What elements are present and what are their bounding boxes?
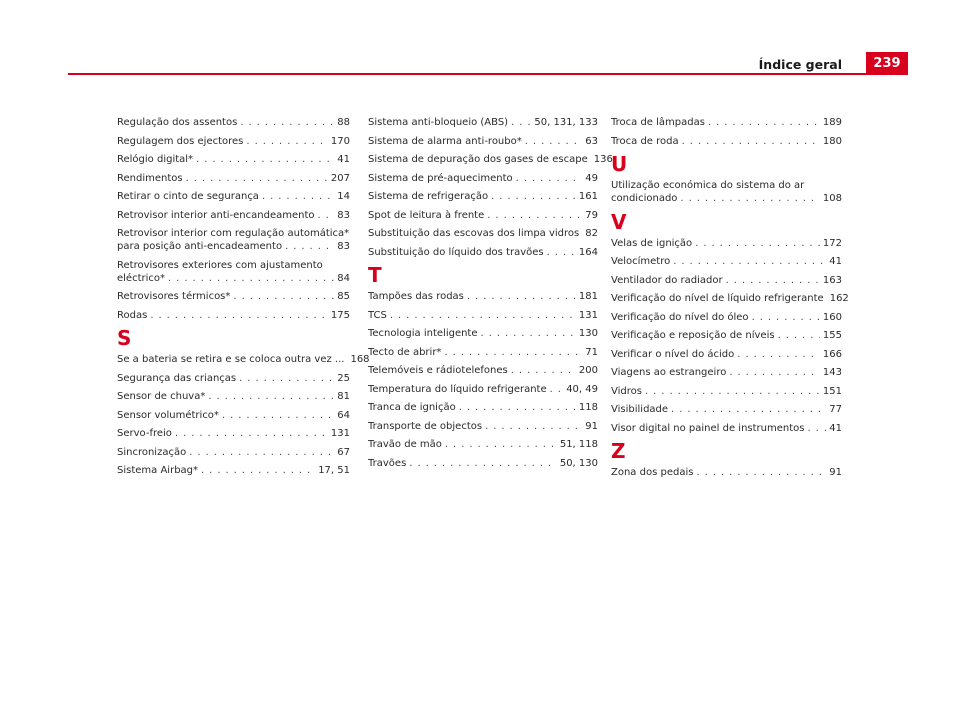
dot-leader xyxy=(671,403,826,416)
dot-leader xyxy=(481,327,576,340)
dot-leader xyxy=(409,457,557,470)
entry-row xyxy=(368,190,598,203)
entry-list xyxy=(611,466,842,479)
entry-label-line1: Retrovisor interior com regulação automática* xyxy=(117,228,350,239)
entry-page-ref[interactable]: 17, 51 xyxy=(318,465,350,476)
dot-leader xyxy=(645,385,820,398)
entry-page-ref[interactable]: 162 xyxy=(829,293,849,304)
dot-leader xyxy=(511,364,576,377)
dot-leader xyxy=(208,390,334,403)
entry-label: Verificação e reposição de níveis xyxy=(611,330,775,341)
dot-leader xyxy=(525,135,583,148)
dot-leader xyxy=(807,422,826,435)
section-letter-u: U xyxy=(611,152,628,176)
index-entry[interactable] xyxy=(368,209,598,222)
index-entry[interactable] xyxy=(368,153,613,166)
entry-page-ref[interactable]: 50, 130 xyxy=(559,457,598,469)
entry-page-ref[interactable]: 67 xyxy=(337,446,350,458)
entry-label: Substituição das escovas dos limpa vidros xyxy=(368,228,580,239)
dot-leader xyxy=(752,311,820,324)
entry-label: Tecto de abrir* xyxy=(368,346,442,358)
index-entry[interactable] xyxy=(117,409,350,422)
entry-page-ref[interactable]: 170 xyxy=(330,135,350,147)
dot-leader xyxy=(201,464,315,477)
index-entry[interactable] xyxy=(368,364,598,377)
entry-page-ref[interactable]: 163 xyxy=(822,274,842,286)
index-entry[interactable] xyxy=(117,290,350,303)
dot-leader xyxy=(729,366,820,379)
entry-page-ref[interactable]: 25 xyxy=(337,372,350,384)
entry-page-ref[interactable]: 50, 131, 133 xyxy=(534,117,598,128)
entry-label: condicionado xyxy=(611,193,678,204)
entry-page-ref[interactable]: 91 xyxy=(585,420,598,432)
entry-label: Se a bateria se retira e se coloca outra vez ... xyxy=(117,354,345,365)
index-entry[interactable] xyxy=(368,401,598,414)
entry-page-ref[interactable]: 14 xyxy=(337,191,350,202)
entry-label: Retrovisor interior anti-encandeamento xyxy=(117,209,315,221)
entry-page-ref[interactable]: 130 xyxy=(578,328,598,339)
entry-row xyxy=(368,246,598,259)
entry-row xyxy=(368,420,598,433)
index-entry[interactable] xyxy=(117,372,350,385)
entry-label: Sistema de refrigeração xyxy=(368,191,489,202)
entry-label: Travão de mão xyxy=(368,439,442,450)
index-entry[interactable] xyxy=(611,422,842,435)
entry-label: Sistema anti-bloqueio (ABS) xyxy=(368,117,509,128)
entry-list xyxy=(368,116,613,259)
entry-row xyxy=(368,346,598,359)
index-entry[interactable] xyxy=(368,309,598,322)
entry-page-ref[interactable]: 136 xyxy=(593,154,613,165)
entry-page-ref[interactable]: 131 xyxy=(330,428,350,439)
entry-row xyxy=(611,237,842,250)
index-entry[interactable] xyxy=(117,116,350,129)
dot-leader xyxy=(695,237,820,250)
entry-row xyxy=(611,192,842,205)
index-column-2 xyxy=(368,116,613,475)
entry-row xyxy=(117,190,350,203)
entry-page-ref[interactable]: 84 xyxy=(337,272,350,284)
index-entry[interactable] xyxy=(117,446,350,459)
index-entry[interactable] xyxy=(368,172,598,185)
entry-page-ref[interactable]: 82 xyxy=(585,228,598,239)
index-entry[interactable] xyxy=(368,420,598,433)
entry-row xyxy=(117,290,350,303)
entry-label: Sistema de pré-aquecimento xyxy=(368,172,513,184)
index-entry[interactable] xyxy=(368,457,598,470)
page-number-badge: 239 xyxy=(866,52,908,75)
dot-leader xyxy=(196,153,334,166)
index-entry[interactable] xyxy=(368,227,598,240)
dot-leader xyxy=(485,420,582,433)
section-letter-s: S xyxy=(117,326,132,350)
entry-label: Temperatura do líquido refrigerante xyxy=(368,383,547,395)
entry-label: Troca de lâmpadas xyxy=(611,117,705,128)
entry-page-ref[interactable]: 83 xyxy=(337,241,350,252)
entry-page-ref[interactable]: 64 xyxy=(337,409,350,421)
entry-page-ref[interactable]: 143 xyxy=(822,367,842,378)
entry-page-ref[interactable]: 71 xyxy=(585,346,598,358)
dot-leader xyxy=(445,438,557,451)
index-entry[interactable] xyxy=(117,259,350,285)
entry-label: Servo-freio xyxy=(117,428,172,439)
dot-leader xyxy=(708,116,820,129)
entry-page-ref[interactable]: 180 xyxy=(822,135,842,147)
entry-row xyxy=(117,209,350,222)
entry-page-ref[interactable]: 91 xyxy=(829,467,842,478)
entry-label: Segurança das crianças xyxy=(117,372,237,384)
dot-leader xyxy=(246,135,328,148)
entry-row xyxy=(611,311,842,324)
entry-page-ref[interactable]: 161 xyxy=(578,191,598,202)
entry-page-ref[interactable]: 85 xyxy=(337,291,350,302)
dot-leader xyxy=(550,383,564,396)
dot-leader xyxy=(222,409,334,422)
index-entry[interactable] xyxy=(117,209,350,222)
entry-label-line1: Retrovisores exteriores com ajustamento xyxy=(117,259,323,271)
entry-list xyxy=(611,237,849,435)
entry-row xyxy=(611,466,842,479)
entry-label: Verificação do nível do óleo xyxy=(611,311,749,323)
index-entry[interactable] xyxy=(117,135,350,148)
entry-label: Spot de leitura à frente xyxy=(368,209,485,221)
index-entry[interactable] xyxy=(368,190,598,203)
entry-label: Regulagem dos ejectores xyxy=(117,135,244,147)
entry-page-ref[interactable]: 151 xyxy=(822,385,842,397)
entry-row xyxy=(611,385,842,398)
entry-page-ref[interactable]: 41 xyxy=(829,422,842,434)
entry-label: Sistema de alarma anti-roubo* xyxy=(368,135,522,147)
dot-leader xyxy=(778,329,820,342)
entry-label: Tecnologia inteligente xyxy=(368,328,478,339)
index-entry[interactable] xyxy=(611,255,842,268)
entry-page-ref[interactable]: 168 xyxy=(350,354,370,365)
index-entry[interactable] xyxy=(611,366,842,379)
dot-leader xyxy=(285,240,334,253)
index-entry[interactable] xyxy=(117,227,350,253)
index-entry[interactable] xyxy=(611,292,849,305)
entry-label: Zona dos pedais xyxy=(611,467,694,478)
index-entry[interactable] xyxy=(611,237,842,250)
dot-leader xyxy=(511,116,531,129)
dot-leader xyxy=(487,209,582,222)
entry-row xyxy=(117,409,350,422)
entry-page-ref[interactable]: 166 xyxy=(822,348,842,360)
entry-row xyxy=(368,438,598,451)
entry-page-ref[interactable]: 155 xyxy=(822,330,842,341)
dot-leader xyxy=(444,346,582,359)
dot-leader xyxy=(696,466,826,479)
index-column-3 xyxy=(611,116,849,485)
entry-row xyxy=(368,172,598,185)
entry-label: Verificação do nível de líquido refrigerante xyxy=(611,293,824,304)
entry-page-ref[interactable]: 164 xyxy=(578,246,598,258)
index-entry[interactable] xyxy=(117,172,350,185)
section-letter-t: T xyxy=(368,263,382,287)
index-entry[interactable] xyxy=(611,135,842,148)
entry-row xyxy=(368,209,598,222)
index-entry[interactable] xyxy=(117,464,350,477)
entry-row xyxy=(117,390,350,403)
entry-page-ref[interactable]: 88 xyxy=(337,117,350,128)
index-entry[interactable] xyxy=(117,353,370,366)
entry-row xyxy=(611,329,842,342)
index-entry[interactable] xyxy=(368,383,598,396)
entry-page-ref[interactable]: 41 xyxy=(337,154,350,165)
dot-leader xyxy=(175,427,328,440)
dot-leader xyxy=(318,209,335,222)
entry-row xyxy=(368,290,598,303)
entry-row xyxy=(368,457,598,470)
entry-label: Retrovisores térmicos* xyxy=(117,291,231,302)
index-entry[interactable] xyxy=(611,179,842,205)
entry-row xyxy=(368,135,598,148)
index-entry[interactable] xyxy=(368,346,598,359)
dot-leader xyxy=(168,272,334,285)
entry-page-ref[interactable]: 49 xyxy=(585,172,598,184)
dot-leader xyxy=(467,290,576,303)
index-entry[interactable] xyxy=(611,116,842,129)
entry-page-ref[interactable]: 189 xyxy=(822,117,842,128)
entry-row xyxy=(117,116,350,129)
entry-row xyxy=(368,383,598,396)
index-entry[interactable] xyxy=(368,116,598,129)
entry-label: Ventilador do radiador xyxy=(611,274,723,286)
index-entry[interactable] xyxy=(368,246,598,259)
entry-row xyxy=(368,116,598,129)
entry-page-ref[interactable]: 181 xyxy=(578,291,598,302)
entry-page-ref[interactable]: 160 xyxy=(822,311,842,323)
entry-label: Rendimentos xyxy=(117,172,183,184)
entry-list xyxy=(368,290,598,470)
dot-leader xyxy=(682,135,820,148)
entry-row xyxy=(611,255,842,268)
index-entry[interactable] xyxy=(611,348,842,361)
entry-list xyxy=(611,116,842,148)
entry-row xyxy=(611,422,842,435)
entry-row xyxy=(368,309,598,322)
entry-row xyxy=(611,274,842,287)
entry-page-ref[interactable]: 118 xyxy=(578,402,598,413)
entry-list xyxy=(611,179,842,205)
index-entry[interactable] xyxy=(611,466,842,479)
index-entry[interactable] xyxy=(611,329,842,342)
index-entry[interactable] xyxy=(611,403,842,416)
entry-label: Vidros xyxy=(611,385,642,397)
entry-label: Visibilidade xyxy=(611,404,669,415)
entry-row xyxy=(611,348,842,361)
entry-label: Velas de ignição xyxy=(611,237,693,249)
index-entry[interactable] xyxy=(117,190,350,203)
dot-leader xyxy=(189,446,334,459)
dot-leader xyxy=(150,309,328,322)
entry-page-ref[interactable]: 51, 118 xyxy=(559,439,598,450)
index-entry[interactable] xyxy=(611,311,842,324)
section-letter-v: V xyxy=(611,209,627,234)
dot-leader xyxy=(239,372,334,385)
entry-row xyxy=(368,153,613,166)
entry-label: Visor digital no painel de instrumentos xyxy=(611,422,805,434)
entry-list xyxy=(117,353,370,477)
entry-label: Sensor de chuva* xyxy=(117,391,206,402)
entry-list xyxy=(117,116,350,322)
entry-row xyxy=(611,366,842,379)
entry-row xyxy=(117,372,350,385)
entry-row xyxy=(368,327,598,340)
entry-label: Relógio digital* xyxy=(117,154,194,165)
entry-label: eléctrico* xyxy=(117,272,166,284)
entry-row xyxy=(611,292,849,305)
dot-leader xyxy=(491,190,576,203)
index-entry[interactable] xyxy=(368,438,598,451)
entry-label: Sistema Airbag* xyxy=(117,465,199,476)
entry-label: Velocímetro xyxy=(611,256,671,267)
entry-label: Telemóveis e rádiotelefones xyxy=(368,365,508,376)
entry-label: Rodas xyxy=(117,309,148,321)
entry-row xyxy=(117,272,350,285)
entry-page-ref[interactable]: 79 xyxy=(585,209,598,221)
entry-page-ref[interactable]: 77 xyxy=(829,404,842,415)
index-entry[interactable] xyxy=(117,153,350,166)
dot-leader xyxy=(547,246,576,259)
dot-leader xyxy=(737,348,820,361)
entry-page-ref[interactable]: 108 xyxy=(822,193,842,204)
entry-row xyxy=(117,135,350,148)
index-entry[interactable] xyxy=(611,274,842,287)
entry-label: para posição anti-encadeamento xyxy=(117,241,283,252)
entry-page-ref[interactable]: 131 xyxy=(578,309,598,321)
dot-leader xyxy=(680,192,820,205)
entry-label: Sistema de depuração dos gases de escape xyxy=(368,154,588,165)
entry-page-ref[interactable]: 83 xyxy=(337,209,350,221)
dot-leader xyxy=(459,401,576,414)
entry-page-ref[interactable]: 200 xyxy=(578,365,598,376)
entry-page-ref[interactable]: 41 xyxy=(829,256,842,267)
entry-label: Transporte de objectos xyxy=(368,420,483,432)
entry-row xyxy=(368,401,598,414)
index-entry[interactable] xyxy=(368,135,598,148)
dot-leader xyxy=(186,172,328,185)
entry-row xyxy=(117,240,350,253)
header-rule xyxy=(68,73,908,75)
index-entry[interactable] xyxy=(368,327,598,340)
entry-label: Sensor volumétrico* xyxy=(117,409,219,421)
entry-row xyxy=(117,464,350,477)
entry-page-ref[interactable]: 172 xyxy=(822,237,842,249)
index-entry[interactable] xyxy=(117,309,350,322)
entry-label: Retirar o cinto de segurança xyxy=(117,191,259,202)
dot-leader xyxy=(673,255,826,268)
entry-page-ref[interactable]: 207 xyxy=(330,172,350,184)
entry-row xyxy=(117,309,350,322)
entry-page-ref[interactable]: 81 xyxy=(337,391,350,402)
entry-label: Travões xyxy=(368,457,407,469)
entry-row xyxy=(611,403,842,416)
entry-label: Troca de roda xyxy=(611,135,679,147)
entry-row xyxy=(368,364,598,377)
entry-row xyxy=(368,227,598,240)
index-entry[interactable] xyxy=(368,290,598,303)
entry-label: TCS xyxy=(368,309,387,321)
entry-label: Viagens ao estrangeiro xyxy=(611,367,727,378)
entry-label: Tranca de ignição xyxy=(368,402,456,413)
dot-leader xyxy=(726,274,820,287)
entry-label: Sincronização xyxy=(117,446,187,458)
entry-row xyxy=(117,446,350,459)
page-title: Índice geral xyxy=(758,57,842,72)
entry-label: Tampões das rodas xyxy=(368,291,464,302)
entry-label: Substituição do líquido dos travões xyxy=(368,246,544,258)
entry-row xyxy=(117,172,350,185)
index-entry[interactable] xyxy=(611,385,842,398)
entry-row xyxy=(611,135,842,148)
entry-row xyxy=(117,353,370,366)
dot-leader xyxy=(262,190,334,203)
entry-row xyxy=(117,427,350,440)
entry-row xyxy=(611,116,842,129)
entry-label: Regulação dos assentos xyxy=(117,117,238,128)
dot-leader xyxy=(233,290,334,303)
entry-label: Verificar o nível do ácido xyxy=(611,348,735,360)
section-letter-z: Z xyxy=(611,439,626,463)
entry-page-ref[interactable]: 40, 49 xyxy=(566,383,598,395)
entry-page-ref[interactable]: 175 xyxy=(330,309,350,321)
dot-leader xyxy=(390,309,576,322)
entry-page-ref[interactable]: 63 xyxy=(585,135,598,147)
dot-leader xyxy=(240,116,334,129)
entry-row xyxy=(117,153,350,166)
index-entry[interactable] xyxy=(117,390,350,403)
dot-leader xyxy=(516,172,583,185)
index-column-1 xyxy=(117,116,370,483)
index-entry[interactable] xyxy=(117,427,350,440)
entry-label-line1: Utilização económica do sistema do ar xyxy=(611,180,805,191)
